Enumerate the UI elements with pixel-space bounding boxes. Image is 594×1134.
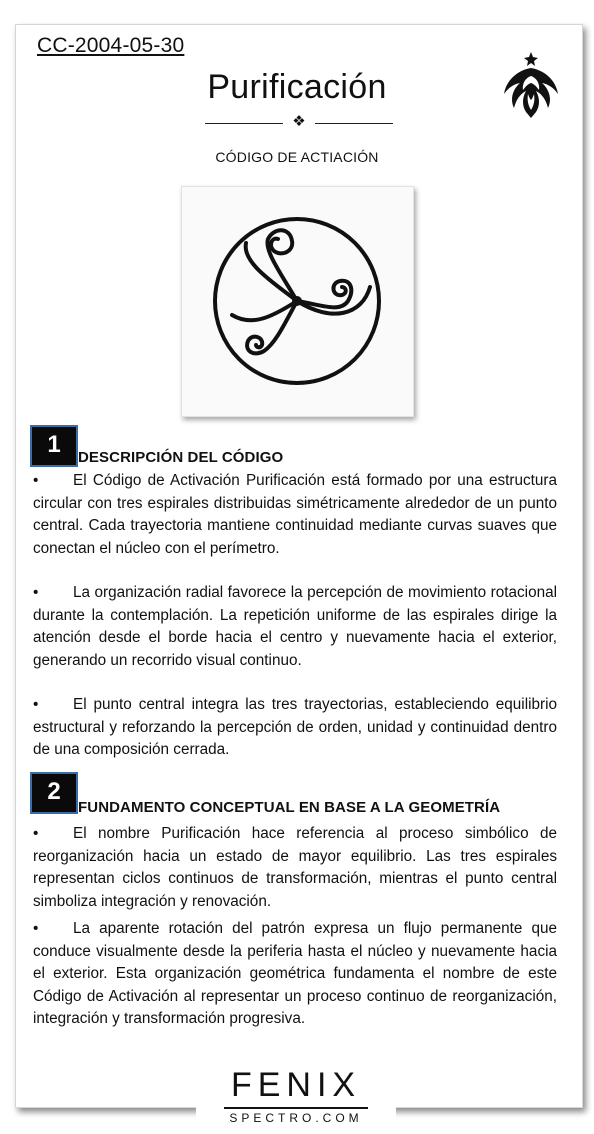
phoenix-icon <box>498 48 564 120</box>
brand-underline <box>224 1107 368 1109</box>
paragraph-text: La organización radial favorece la percepción de movimiento rotacional durante la contemplación. La repetición uniforme de las espirales dirige la atención desde el borde hacia el centro y nuevamente hacia el exterior, generando un recorrido visual continuo. <box>33 584 557 669</box>
diamond-ornament-icon: ❖ <box>292 113 306 130</box>
page-subtitle: CÓDIGO DE ACTIACIÓN <box>215 149 379 165</box>
activation-code-symbol <box>181 186 414 417</box>
bullet: • <box>33 584 39 601</box>
bullet: • <box>33 696 39 713</box>
paragraph <box>33 582 557 672</box>
paragraph <box>33 918 557 1031</box>
paragraph-text: El nombre Purificación hace referencia al proceso simbólico de reorganización hacia un estado de mayor equilibrio. Las tres espirales representan ciclos continuos de transformación, mientras el punto central simboliza integración y renovación. <box>33 825 557 910</box>
paragraph-text: El Código de Activación Purificación está formado por una estructura circular con tres espirales distribuidas simétricamente alrededor de un punto central. Cada trayectoria mantiene continuidad mediante curvas suaves que conectan el núcleo con el perímetro. <box>33 472 557 557</box>
divider-line-right <box>315 123 393 124</box>
brand-name: FENIX <box>230 1066 362 1104</box>
page-title: Purificación <box>207 68 387 106</box>
brand-website: SPECTRO.COM <box>229 1111 363 1125</box>
bullet: • <box>33 920 39 937</box>
section-heading: FUNDAMENTO CONCEPTUAL EN BASE A LA GEOMETRÍA <box>78 799 501 816</box>
section-number-badge: 1 <box>30 425 78 467</box>
bullet: • <box>33 825 39 842</box>
title-divider <box>205 114 393 132</box>
brand-logo <box>196 1064 396 1128</box>
section-number-badge: 2 <box>30 772 78 814</box>
section-heading: DESCRIPCIÓN DEL CÓDIGO <box>78 449 284 466</box>
paragraph-text: La aparente rotación del patrón expresa un flujo permanente que conduce visualmente desde la periferia hasta el núcleo y nuevamente hacia el exterior. Esta organización geométrica fundamenta el nombre de este Código de Activación al representar un proceso continuo de reorganización, integración y transformación progresiva. <box>33 920 557 1028</box>
paragraph <box>33 470 557 560</box>
triple-spiral-circle-icon <box>182 187 413 416</box>
code-id: CC-2004-05-30 <box>37 34 185 57</box>
paragraph-text: El punto central integra las tres trayectorias, estableciendo equilibrio estructural y reforzando la percepción de orden, unidad y continuidad dentro de una composición cerrada. <box>33 696 557 759</box>
paragraph <box>33 694 557 762</box>
bullet: • <box>33 472 39 489</box>
paragraph <box>33 823 557 913</box>
